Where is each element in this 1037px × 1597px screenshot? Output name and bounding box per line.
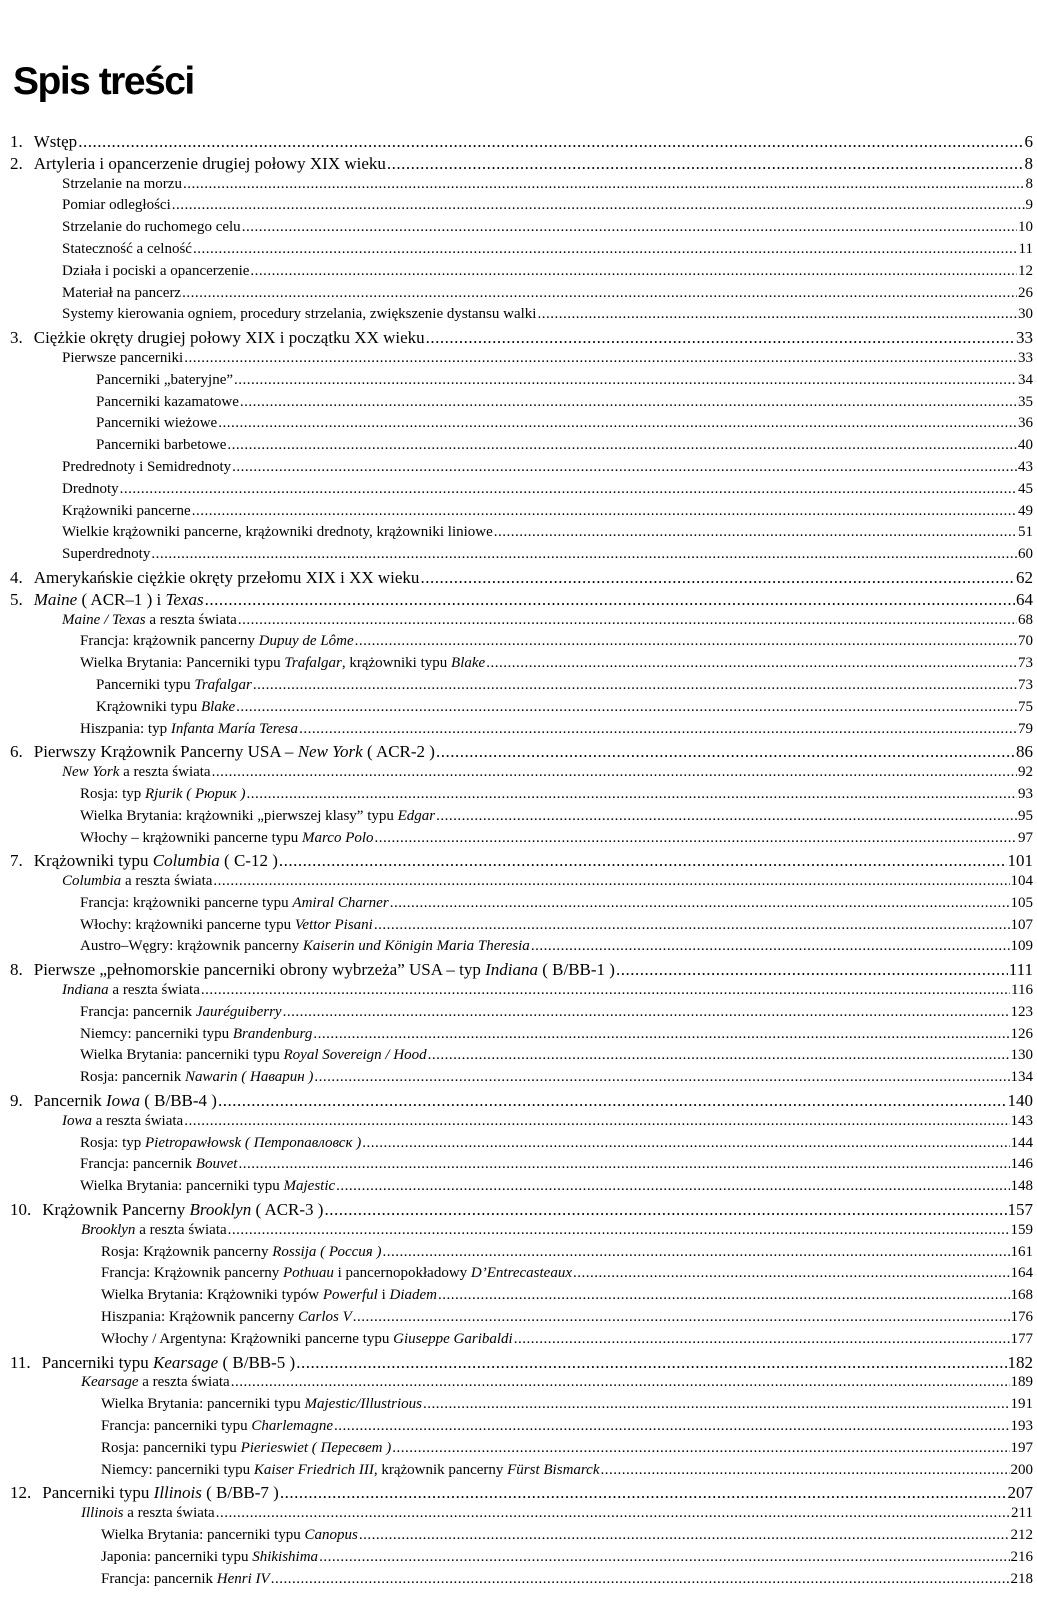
chapter-number: 9. bbox=[10, 1091, 23, 1111]
page-number: 49 bbox=[1018, 502, 1033, 519]
page-number: 104 bbox=[1010, 873, 1033, 890]
toc-row bbox=[0, 1113, 1037, 1135]
dot-leader bbox=[279, 851, 1007, 871]
toc-entry-label: Pancerniki typu Kearsage ( B/BB-5 ) bbox=[41, 1352, 296, 1372]
toc-entry-label: Systemy kierowania ogniem, procedury strzelania, zwiększenie dystansu walki bbox=[62, 306, 537, 323]
dot-leader bbox=[359, 1527, 1010, 1544]
page-number: 193 bbox=[1010, 1418, 1033, 1435]
chapter-number: 4. bbox=[10, 567, 23, 587]
toc-row bbox=[0, 1244, 1037, 1266]
toc-chapter-row bbox=[0, 851, 1037, 873]
dot-leader bbox=[616, 960, 1008, 980]
table-of-contents bbox=[0, 132, 1037, 1592]
chapter-number: 10. bbox=[10, 1200, 32, 1220]
toc-chapter-row bbox=[0, 1483, 1037, 1505]
dot-leader bbox=[486, 655, 1017, 672]
chapter-number: 8. bbox=[10, 960, 23, 980]
page-number: 95 bbox=[1018, 807, 1033, 824]
page-number: 164 bbox=[1010, 1265, 1033, 1282]
page-number: 212 bbox=[1010, 1527, 1033, 1543]
toc-entry-label: Artyleria i opancerzenie drugiej połowy XIX wieku bbox=[33, 153, 386, 173]
toc-entry-label: Pancerniki typu Illinois ( B/BB-7 ) bbox=[42, 1483, 279, 1503]
page-title: Spis treści bbox=[13, 60, 194, 103]
toc-entry-label: Stateczność a celność bbox=[62, 240, 192, 257]
toc-entry-label: Wielkie krążowniki pancerne, krążowniki drednoty, krążowniki liniowe bbox=[62, 524, 493, 541]
toc-entry-label: Wielka Brytania: pancerniki typu Canopus bbox=[101, 1527, 358, 1543]
toc-row bbox=[0, 612, 1037, 634]
toc-entry-label: Pierwsze „pełnomorskie pancerniki obrony wybrzeża” USA – typ Indiana ( B/BB-1 ) bbox=[33, 960, 615, 980]
toc-row bbox=[0, 1527, 1037, 1549]
dot-leader bbox=[192, 503, 1017, 520]
toc-row bbox=[0, 285, 1037, 307]
dot-leader bbox=[184, 350, 1017, 367]
toc-row bbox=[0, 415, 1037, 437]
dot-leader bbox=[324, 1200, 1006, 1220]
page-number: 200 bbox=[1010, 1461, 1033, 1478]
toc-chapter-row bbox=[0, 742, 1037, 764]
toc-row bbox=[0, 655, 1037, 677]
toc-row bbox=[0, 306, 1037, 328]
page-number: 189 bbox=[1010, 1374, 1033, 1391]
dot-leader bbox=[375, 830, 1017, 847]
toc-entry-label: Krążowniki typu Columbia ( C-12 ) bbox=[33, 851, 278, 871]
page-number: 218 bbox=[1010, 1570, 1033, 1587]
toc-entry-label: Działa i pociski a opancerzenie bbox=[62, 262, 250, 279]
page-number: 216 bbox=[1010, 1548, 1033, 1565]
toc-row bbox=[0, 176, 1037, 198]
page-number: 197 bbox=[1010, 1439, 1033, 1456]
page-number: 148 bbox=[1010, 1178, 1033, 1195]
dot-leader bbox=[151, 546, 1017, 563]
toc-entry-label: Francja: pancerniki typu Charlemagne bbox=[101, 1418, 334, 1435]
chapter-number: 6. bbox=[10, 742, 23, 762]
toc-row bbox=[0, 1505, 1037, 1527]
dot-leader bbox=[247, 786, 1017, 803]
dot-leader bbox=[78, 132, 1023, 152]
toc-entry-label: Pancerniki wieżowe bbox=[96, 415, 218, 432]
page-number: 207 bbox=[1007, 1483, 1033, 1503]
toc-entry-label: Wielka Brytania: pancerniki typu Majestic/Illustrious bbox=[101, 1396, 422, 1413]
toc-row bbox=[0, 1222, 1037, 1244]
chapter-number: 11. bbox=[10, 1352, 31, 1372]
toc-entry-label: Wielka Brytania: pancerniki typu Royal Sovereign / Hood bbox=[80, 1047, 427, 1064]
page-number: 211 bbox=[1011, 1505, 1033, 1522]
toc-entry-label: New York a reszta świata bbox=[62, 764, 211, 781]
dot-leader bbox=[374, 917, 1010, 934]
toc-row bbox=[0, 241, 1037, 263]
toc-entry-label: Wielka Brytania: Pancerniki typu Trafalgar, krążowniki typu Blake bbox=[80, 655, 486, 672]
page-number: 36 bbox=[1018, 415, 1033, 432]
page-number: 105 bbox=[1010, 894, 1033, 911]
page-number: 9 bbox=[1025, 197, 1033, 214]
page-number: 111 bbox=[1008, 960, 1033, 980]
page-number: 79 bbox=[1018, 720, 1033, 737]
dot-leader bbox=[231, 1374, 1010, 1391]
page-number: 26 bbox=[1018, 284, 1033, 301]
dot-leader bbox=[236, 699, 1017, 716]
toc-row bbox=[0, 1026, 1037, 1048]
chapter-number: 7. bbox=[10, 851, 23, 871]
toc-row bbox=[0, 1156, 1037, 1178]
toc-row bbox=[0, 938, 1037, 960]
dot-leader bbox=[218, 415, 1017, 432]
toc-entry-label: Pierwsze pancerniki bbox=[62, 349, 184, 366]
toc-row bbox=[0, 1309, 1037, 1331]
page-number: 177 bbox=[1010, 1330, 1033, 1347]
toc-row bbox=[0, 263, 1037, 285]
page-number: 140 bbox=[1007, 1091, 1033, 1111]
page-number: 45 bbox=[1018, 480, 1033, 497]
toc-row bbox=[0, 808, 1037, 830]
dot-leader bbox=[240, 394, 1017, 411]
toc-row bbox=[0, 1571, 1037, 1593]
dot-leader bbox=[172, 197, 1025, 214]
toc-row bbox=[0, 219, 1037, 241]
toc-row bbox=[0, 873, 1037, 895]
page-number: 168 bbox=[1010, 1287, 1033, 1304]
dot-leader bbox=[319, 1549, 1009, 1566]
dot-leader bbox=[299, 721, 1017, 738]
toc-entry-label: Strzelanie na morzu bbox=[62, 175, 182, 192]
page-number: 107 bbox=[1010, 916, 1033, 933]
dot-leader bbox=[573, 1265, 1010, 1282]
dot-leader bbox=[280, 1483, 1007, 1503]
page-number: 6 bbox=[1024, 132, 1033, 151]
toc-row bbox=[0, 895, 1037, 917]
chapter-number: 5. bbox=[10, 589, 23, 609]
toc-entry-label: Niemcy: pancerniki typu Brandenburg bbox=[80, 1025, 313, 1042]
toc-entry-label: Maine / Texas a reszta świata bbox=[62, 611, 237, 628]
toc-entry-label: Hiszpania: typ Infanta María Teresa bbox=[80, 720, 299, 737]
toc-entry-label: Kearsage a reszta świata bbox=[81, 1374, 230, 1391]
toc-chapter-row bbox=[0, 132, 1037, 154]
chapter-number: 12. bbox=[10, 1483, 32, 1503]
page-number: 8 bbox=[1024, 153, 1033, 173]
toc-row bbox=[0, 1135, 1037, 1157]
chapter-number: 1. bbox=[10, 132, 23, 151]
page-number: 161 bbox=[1010, 1243, 1033, 1260]
toc-entry-label: Niemcy: pancerniki typu Kaiser Friedrich III, krążownik pancerny Fürst Bismarck bbox=[101, 1461, 600, 1478]
toc-entry-label: Francja: pancernik Bouvet bbox=[80, 1156, 238, 1173]
dot-leader bbox=[232, 459, 1017, 476]
toc-row bbox=[0, 1331, 1037, 1353]
toc-entry-label: Pancerniki „bateryjne” bbox=[96, 371, 234, 388]
page-number: 8 bbox=[1025, 175, 1033, 192]
toc-entry-label: Rosja: pancerniki typu Pierieswiet ( Пересвет ) bbox=[101, 1439, 392, 1456]
page-number: 34 bbox=[1018, 371, 1033, 388]
toc-row bbox=[0, 982, 1037, 1004]
toc-entry-label: Pancerniki barbetowe bbox=[96, 437, 227, 454]
toc-entry-label: Krążowniki typu Blake bbox=[96, 698, 236, 715]
page-number: 33 bbox=[1016, 328, 1033, 348]
toc-chapter-row bbox=[0, 154, 1037, 176]
chapter-number: 3. bbox=[10, 328, 23, 348]
toc-entry-label: Materiał na pancerz bbox=[62, 284, 182, 301]
dot-leader bbox=[334, 1418, 1009, 1435]
toc-row bbox=[0, 372, 1037, 394]
toc-row bbox=[0, 1265, 1037, 1287]
page-number: 12 bbox=[1018, 262, 1033, 279]
dot-leader bbox=[494, 524, 1017, 541]
page-number: 60 bbox=[1018, 546, 1033, 563]
toc-entry-label: Brooklyn a reszta świata bbox=[81, 1221, 227, 1238]
dot-leader bbox=[362, 1135, 1009, 1152]
toc-chapter-row bbox=[0, 960, 1037, 982]
dot-leader bbox=[283, 1004, 1010, 1021]
dot-leader bbox=[212, 764, 1017, 781]
toc-chapter-row bbox=[0, 1353, 1037, 1375]
toc-entry-label: Francja: Krążownik pancerny Pothuau i pancernopokładowy D’Entrecasteaux bbox=[101, 1265, 572, 1282]
page-number: 182 bbox=[1007, 1352, 1033, 1372]
toc-chapter-row bbox=[0, 1200, 1037, 1222]
page-number: 134 bbox=[1010, 1069, 1033, 1086]
page-number: 109 bbox=[1010, 938, 1033, 955]
page-number: 64 bbox=[1016, 589, 1033, 609]
dot-leader bbox=[436, 808, 1017, 825]
dot-leader bbox=[184, 1113, 1009, 1130]
dot-leader bbox=[238, 1156, 1009, 1173]
page-number: 35 bbox=[1018, 393, 1033, 410]
dot-leader bbox=[216, 1505, 1010, 1522]
toc-entry-label: Iowa a reszta świata bbox=[62, 1112, 184, 1129]
toc-entry-label: Pancernik Iowa ( B/BB-4 ) bbox=[33, 1091, 217, 1111]
dot-leader bbox=[313, 1026, 1009, 1043]
dot-leader bbox=[390, 895, 1010, 912]
dot-leader bbox=[436, 742, 1015, 762]
page-number: 157 bbox=[1007, 1200, 1033, 1220]
page-number: 73 bbox=[1018, 655, 1033, 672]
toc-entry-label: Wstęp bbox=[33, 132, 78, 151]
page-number: 126 bbox=[1010, 1025, 1033, 1042]
toc-entry-label: Francja: pancernik Jauréguiberry bbox=[80, 1003, 282, 1020]
page-number: 92 bbox=[1018, 764, 1033, 781]
page-number: 68 bbox=[1018, 611, 1033, 628]
page-number: 130 bbox=[1010, 1047, 1033, 1064]
page-number: 191 bbox=[1010, 1396, 1033, 1413]
toc-row bbox=[0, 917, 1037, 939]
dot-leader bbox=[250, 263, 1017, 280]
toc-entry-label: Pierwszy Krążownik Pancerny USA – New York ( ACR-2 ) bbox=[33, 742, 435, 762]
dot-leader bbox=[296, 1353, 1006, 1373]
toc-row bbox=[0, 524, 1037, 546]
dot-leader bbox=[428, 1047, 1010, 1064]
page-number: 33 bbox=[1018, 349, 1033, 366]
toc-row bbox=[0, 1396, 1037, 1418]
toc-entry-label: Krążowniki pancerne bbox=[62, 502, 191, 519]
page-number: 75 bbox=[1018, 698, 1033, 715]
toc-row bbox=[0, 1069, 1037, 1091]
dot-leader bbox=[227, 437, 1017, 454]
toc-entry-label: Francja: krążownik pancerny Dupuy de Lôme bbox=[80, 633, 354, 650]
toc-entry-label: Ciężkie okręty drugiej połowy XIX i początku XX wieku bbox=[33, 328, 425, 348]
page-number: 144 bbox=[1010, 1134, 1033, 1151]
page-number: 97 bbox=[1018, 829, 1033, 846]
dot-leader bbox=[353, 1309, 1010, 1326]
toc-row bbox=[0, 1374, 1037, 1396]
toc-entry-label: Włochy: krążowniki pancerne typu Vettor Pisani bbox=[80, 916, 373, 933]
page-number: 146 bbox=[1010, 1156, 1033, 1173]
page-number: 43 bbox=[1018, 458, 1033, 475]
dot-leader bbox=[537, 306, 1017, 323]
toc-row bbox=[0, 764, 1037, 786]
toc-entry-label: Maine ( ACR–1 ) i Texas bbox=[33, 589, 204, 609]
page-number: 143 bbox=[1010, 1112, 1033, 1129]
page-number: 86 bbox=[1016, 742, 1033, 762]
toc-entry-label: Strzelanie do ruchomego celu bbox=[62, 219, 241, 236]
dot-leader bbox=[355, 633, 1017, 650]
toc-row bbox=[0, 546, 1037, 568]
dot-leader bbox=[531, 938, 1010, 955]
page-number: 159 bbox=[1010, 1221, 1033, 1238]
page-number: 70 bbox=[1018, 633, 1033, 650]
toc-entry-label: Rosja: typ Rjurik ( Рюрик ) bbox=[80, 785, 246, 802]
toc-entry-label: Illinois a reszta świata bbox=[81, 1505, 215, 1522]
toc-row bbox=[0, 481, 1037, 503]
toc-row bbox=[0, 633, 1037, 655]
page-number: 40 bbox=[1018, 437, 1033, 454]
dot-leader bbox=[383, 1244, 1010, 1261]
toc-row bbox=[0, 197, 1037, 219]
dot-leader bbox=[183, 176, 1025, 193]
toc-entry-label: Włochy / Argentyna: Krążowniki pancerne typu Giuseppe Garibaldi bbox=[101, 1330, 513, 1347]
toc-entry-label: Drednoty bbox=[62, 480, 119, 497]
toc-row bbox=[0, 699, 1037, 721]
dot-leader bbox=[238, 612, 1017, 629]
dot-leader bbox=[514, 1331, 1010, 1348]
toc-entry-label: Wielka Brytania: krążowniki „pierwszej klasy” typu Edgar bbox=[80, 807, 436, 824]
page-number: 123 bbox=[1010, 1003, 1033, 1020]
dot-leader bbox=[193, 241, 1018, 258]
dot-leader bbox=[601, 1462, 1010, 1479]
toc-entry-label: Superdrednoty bbox=[62, 546, 151, 563]
dot-leader bbox=[201, 982, 1010, 999]
page-number: 62 bbox=[1016, 567, 1033, 587]
dot-leader bbox=[120, 481, 1017, 498]
toc-entry-label: Krążownik Pancerny Brooklyn ( ACR-3 ) bbox=[42, 1200, 324, 1220]
dot-leader bbox=[336, 1178, 1009, 1195]
page-number: 10 bbox=[1018, 219, 1033, 236]
toc-chapter-row bbox=[0, 568, 1037, 590]
page-number: 93 bbox=[1018, 785, 1033, 802]
toc-row bbox=[0, 437, 1037, 459]
toc-entry-label: Pancerniki typu Trafalgar bbox=[96, 676, 252, 693]
dot-leader bbox=[438, 1287, 1009, 1304]
toc-row bbox=[0, 1047, 1037, 1069]
dot-leader bbox=[314, 1069, 1009, 1086]
toc-entry-label: Pomiar odległości bbox=[62, 197, 171, 214]
page-number: 73 bbox=[1018, 676, 1033, 693]
dot-leader bbox=[205, 590, 1015, 610]
toc-entry-label: Wielka Brytania: pancerniki typu Majestic bbox=[80, 1178, 336, 1195]
toc-entry-label: Pancerniki kazamatowe bbox=[96, 393, 239, 410]
toc-entry-label: Rosja: pancernik Nawarin ( Наварин ) bbox=[80, 1069, 314, 1086]
dot-leader bbox=[420, 568, 1015, 588]
page-number: 116 bbox=[1011, 982, 1033, 999]
toc-row bbox=[0, 786, 1037, 808]
toc-entry-label: Hiszpania: Krążownik pancerny Carlos V bbox=[101, 1309, 352, 1326]
dot-leader bbox=[253, 677, 1017, 694]
toc-entry-label: Rosja: Krążownik pancerny Rossija ( Россия ) bbox=[101, 1243, 382, 1260]
page-number: 101 bbox=[1007, 851, 1033, 871]
dot-leader bbox=[242, 219, 1017, 236]
dot-leader bbox=[423, 1396, 1010, 1413]
toc-entry-label: Wielka Brytania: Krążowniki typów Powerful i Diadem bbox=[101, 1287, 438, 1304]
toc-row bbox=[0, 394, 1037, 416]
dot-leader bbox=[387, 154, 1024, 174]
dot-leader bbox=[234, 372, 1017, 389]
dot-leader bbox=[271, 1571, 1010, 1588]
page-number: 11 bbox=[1018, 240, 1033, 257]
toc-entry-label: Indiana a reszta świata bbox=[62, 982, 200, 999]
toc-chapter-row bbox=[0, 590, 1037, 612]
page-number: 51 bbox=[1018, 524, 1033, 541]
chapter-number: 2. bbox=[10, 153, 23, 173]
toc-row bbox=[0, 1440, 1037, 1462]
toc-entry-label: Austro–Węgry: krążownik pancerny Kaiserin und Königin Maria Theresia bbox=[80, 938, 530, 955]
toc-row bbox=[0, 1287, 1037, 1309]
toc-entry-label: Amerykańskie ciężkie okręty przełomu XIX i XX wieku bbox=[33, 567, 420, 587]
toc-row bbox=[0, 830, 1037, 852]
toc-row bbox=[0, 1418, 1037, 1440]
toc-entry-label: Japonia: pancerniki typu Shikishima bbox=[101, 1548, 319, 1565]
toc-row bbox=[0, 1462, 1037, 1484]
dot-leader bbox=[228, 1222, 1010, 1239]
page-number: 176 bbox=[1010, 1309, 1033, 1326]
dot-leader bbox=[182, 285, 1017, 302]
dot-leader bbox=[213, 873, 1009, 890]
toc-row bbox=[0, 459, 1037, 481]
toc-entry-label: Rosja: typ Pietropawłowsk ( Петропавловск ) bbox=[80, 1134, 362, 1151]
toc-entry-label: Columbia a reszta świata bbox=[62, 873, 213, 890]
toc-row bbox=[0, 677, 1037, 699]
toc-entry-label: Predrednoty i Semidrednoty bbox=[62, 458, 232, 475]
page-number: 30 bbox=[1018, 306, 1033, 323]
toc-row bbox=[0, 350, 1037, 372]
dot-leader bbox=[426, 328, 1015, 348]
toc-row bbox=[0, 721, 1037, 743]
toc-row bbox=[0, 1004, 1037, 1026]
dot-leader bbox=[392, 1440, 1009, 1457]
dot-leader bbox=[218, 1091, 1007, 1111]
toc-row bbox=[0, 1549, 1037, 1571]
toc-entry-label: Włochy – krążowniki pancerne typu Marco Polo bbox=[80, 829, 374, 846]
toc-row bbox=[0, 1178, 1037, 1200]
toc-entry-label: Francja: pancernik Henri IV bbox=[101, 1570, 270, 1587]
toc-entry-label: Francja: krążowniki pancerne typu Amiral Charner bbox=[80, 894, 389, 911]
toc-row bbox=[0, 503, 1037, 525]
toc-chapter-row bbox=[0, 328, 1037, 350]
toc-chapter-row bbox=[0, 1091, 1037, 1113]
